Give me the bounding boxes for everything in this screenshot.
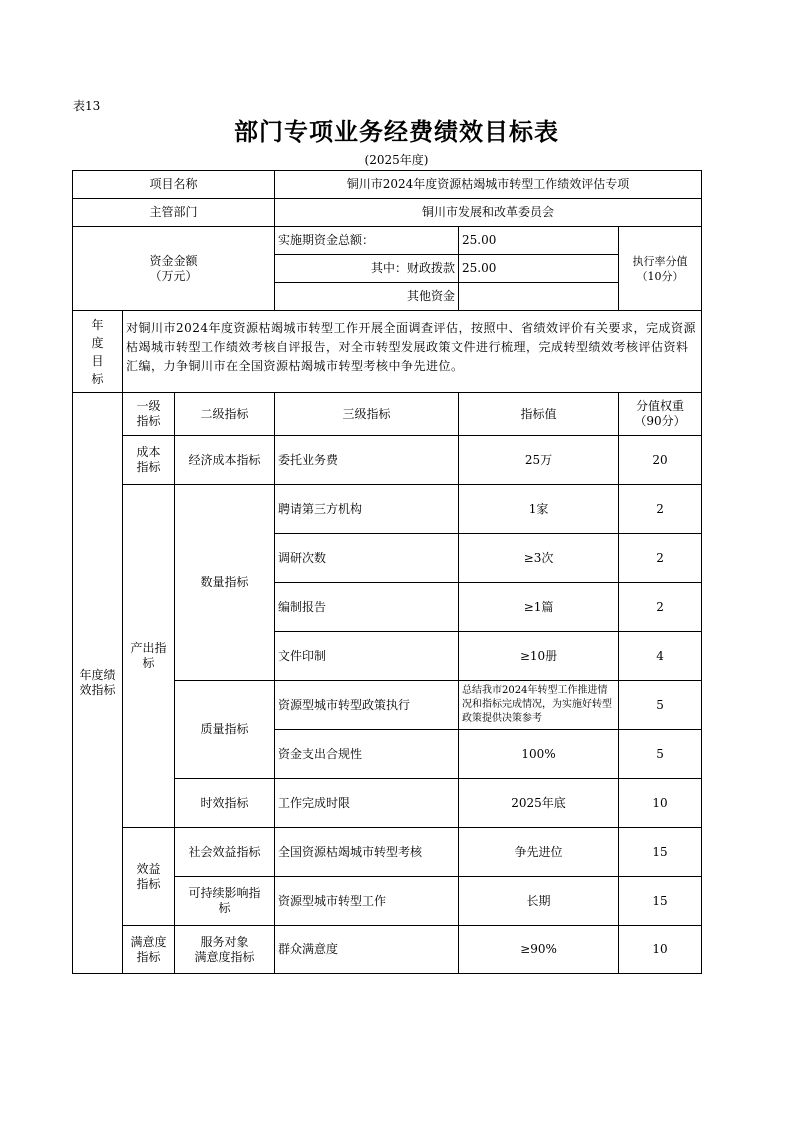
indicator-name: 群众满意度: [275, 926, 459, 974]
fiscal-fund-value: 25.00: [459, 255, 619, 283]
indicator-name: 聘请第三方机构: [275, 485, 459, 534]
header-level2: 二级指标: [175, 393, 275, 436]
subgroup-economic-cost: 经济成本指标: [175, 436, 275, 485]
indicator-value: 2025年底: [459, 779, 619, 828]
indicator-name: 资源型城市转型工作: [275, 877, 459, 926]
group-benefit: 效益 指标: [123, 828, 175, 926]
department-value: 铜川市发展和改革委员会: [275, 199, 702, 227]
header-level3: 三级指标: [275, 393, 459, 436]
page-title: 部门专项业务经费绩效目标表: [234, 118, 559, 146]
indicator-name: 编制报告: [275, 583, 459, 632]
indicator-value: ≥3次: [459, 534, 619, 583]
indicator-name: 调研次数: [275, 534, 459, 583]
performance-section-label: 年度绩 效指标: [73, 393, 123, 974]
indicator-weight: 15: [619, 828, 702, 877]
fiscal-year: (2025年度): [364, 153, 429, 167]
group-output: 产出指 标: [123, 485, 175, 828]
indicator-name: 委托业务费: [275, 436, 459, 485]
indicator-name: 工作完成时限: [275, 779, 459, 828]
indicator-value: 总结我市2024年转型工作推进情况和指标完成情况，为实施好转型政策提供决策参考: [459, 681, 619, 730]
indicator-value: 长期: [459, 877, 619, 926]
indicator-weight: 20: [619, 436, 702, 485]
total-fund-value: 25.00: [459, 227, 619, 255]
indicator-value: 25万: [459, 436, 619, 485]
subgroup-service: 服务对象 满意度指标: [175, 926, 275, 974]
performance-table: [72, 170, 702, 974]
header-weight: 分值权重 （90分）: [619, 393, 702, 436]
indicator-weight: 2: [619, 534, 702, 583]
indicator-name: 文件印制: [275, 632, 459, 681]
subgroup-timeliness: 时效指标: [175, 779, 275, 828]
indicator-weight: 2: [619, 485, 702, 534]
table-number: 表13: [73, 99, 101, 113]
indicator-value: ≥90%: [459, 926, 619, 974]
indicator-value: 1家: [459, 485, 619, 534]
other-fund-value: [459, 283, 619, 311]
indicator-value: ≥10册: [459, 632, 619, 681]
indicator-weight: 4: [619, 632, 702, 681]
subgroup-quantity: 数量指标: [175, 485, 275, 681]
other-fund-label: 其他资金: [275, 283, 459, 311]
indicator-value: 争先进位: [459, 828, 619, 877]
total-fund-label: 实施期资金总额：: [275, 227, 459, 255]
indicator-weight: 10: [619, 926, 702, 974]
indicator-weight: 5: [619, 681, 702, 730]
indicator-weight: 10: [619, 779, 702, 828]
execution-rate-label: 执行率分值 （10分）: [619, 227, 702, 311]
group-satisfaction: 满意度 指标: [123, 926, 175, 974]
header-level1: 一级 指标: [123, 393, 175, 436]
fiscal-fund-label: 其中：财政拨款: [275, 255, 459, 283]
indicator-value: 100%: [459, 730, 619, 779]
annual-goal-label: 年 度 目 标: [73, 311, 123, 393]
group-cost: 成本 指标: [123, 436, 175, 485]
project-name-label: 项目名称: [73, 171, 275, 199]
indicator-weight: 5: [619, 730, 702, 779]
indicator-weight: 15: [619, 877, 702, 926]
indicator-name: 资金支出合规性: [275, 730, 459, 779]
indicator-name: 全国资源枯竭城市转型考核: [275, 828, 459, 877]
project-name-value: 铜川市2024年度资源枯竭城市转型工作绩效评估专项: [275, 171, 702, 199]
indicator-value: ≥1篇: [459, 583, 619, 632]
annual-goal-text: 对铜川市2024年度资源枯竭城市转型工作开展全面调查评估，按照中、省绩效评价有关要求，完成资源枯竭城市转型工作绩效考核自评报告，对全市转型发展政策文件进行梳理，完成转型绩效考核评估资料汇编，力争铜川市在全国资源枯竭城市转型考核中争先进位。: [123, 311, 702, 393]
header-value: 指标值: [459, 393, 619, 436]
department-label: 主管部门: [73, 199, 275, 227]
subgroup-social: 社会效益指标: [175, 828, 275, 877]
subgroup-sustainable: 可持续影响指 标: [175, 877, 275, 926]
fund-amount-label: 资金金额 （万元）: [73, 227, 275, 311]
indicator-name: 资源型城市转型政策执行: [275, 681, 459, 730]
subgroup-quality: 质量指标: [175, 681, 275, 779]
indicator-weight: 2: [619, 583, 702, 632]
